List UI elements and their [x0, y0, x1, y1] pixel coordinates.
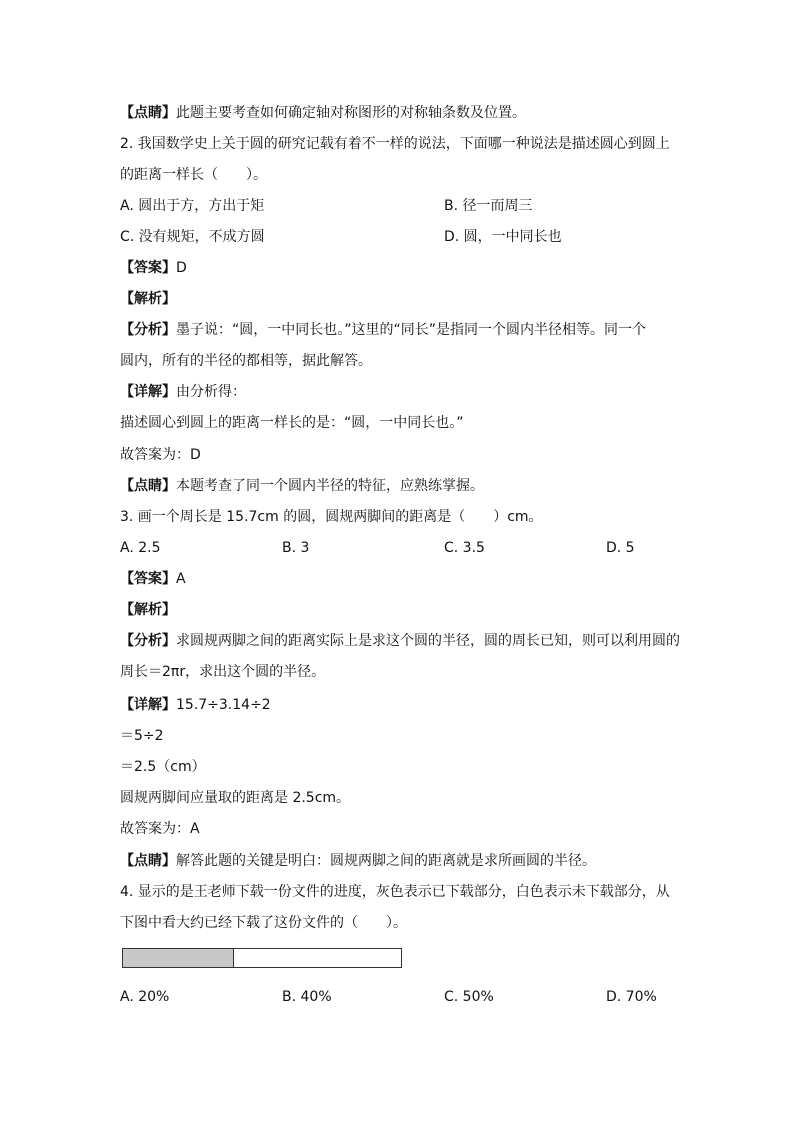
question-2-stem-2: 的距离一样长（ ）。: [120, 167, 267, 183]
q2-analysis-2: 圆内，所有的半径的都相等，据此解答。: [120, 353, 372, 369]
q3-answer: 【答案】A: [120, 571, 186, 587]
download-progress-bar: [122, 948, 402, 968]
q4-option-d: D. 70%: [606, 989, 657, 1005]
q3-final-answer: 故答案为：A: [120, 821, 200, 837]
q3-note: 【点睛】解答此题的关键是明白：圆规两脚之间的距离就是求所画圆的半径。: [120, 853, 596, 869]
question-4-stem-2: 下图中看大约已经下载了这份文件的（ ）。: [120, 915, 407, 931]
q4-option-a: A. 20%: [120, 989, 170, 1005]
q3-step-2: ＝2.5（cm）: [120, 759, 206, 775]
q3-option-b: B. 3: [282, 540, 310, 556]
q2-detail: 【详解】由分析得：: [120, 384, 246, 400]
q2-description: 描述圆心到圆上的距离一样长的是：“圆，一中同长也。”: [120, 415, 464, 431]
q2-final-answer: 故答案为：D: [120, 447, 201, 463]
q3-option-a: A. 2.5: [120, 540, 161, 556]
q2-option-d: D. 圆，一中同长也: [444, 229, 562, 245]
question-3-stem: 3. 画一个周长是 15.7cm 的圆，圆规两脚间的距离是（ ）cm。: [120, 509, 543, 525]
q2-option-c: C. 没有规矩，不成方圆: [120, 229, 265, 245]
q3-analysis-heading: 【解析】: [120, 602, 176, 618]
q2-analysis-1: 【分析】墨子说：“圆，一中同长也。”这里的“同长”是指同一个圆内半径相等。同一个: [120, 322, 647, 338]
q3-detail: 【详解】15.7÷3.14÷2: [120, 697, 271, 713]
q2-note: 【点睛】本题考查了同一个圆内半径的特征，应熟练掌握。: [120, 478, 484, 494]
question-2-stem-1: 2. 我国数学史上关于圆的研究记载有着不一样的说法，下面哪一种说法是描述圆心到圆上: [120, 136, 670, 152]
q2-answer: 【答案】D: [120, 260, 187, 276]
q3-option-d: D. 5: [606, 540, 635, 556]
q3-option-c: C. 3.5: [444, 540, 485, 556]
q3-analysis-2: 周长＝2πr，求出这个圆的半径。: [120, 664, 326, 680]
note-line: 【点睛】此题主要考查如何确定轴对称图形的对称轴条数及位置。: [120, 105, 526, 121]
q4-option-b: B. 40%: [282, 989, 332, 1005]
q2-option-b: B. 径一而周三: [444, 198, 533, 214]
q3-step-1: ＝5÷2: [120, 728, 164, 744]
q3-step-3: 圆规两脚间应量取的距离是 2.5cm。: [120, 790, 351, 806]
q3-analysis-1: 【分析】求圆规两脚之间的距离实际上是求这个圆的半径，圆的周长已知，则可以利用圆的: [120, 633, 680, 649]
q2-option-a: A. 圆出于方，方出于矩: [120, 198, 265, 214]
q2-analysis-heading: 【解析】: [120, 291, 176, 307]
q4-option-c: C. 50%: [444, 989, 494, 1005]
downloaded-portion: [123, 949, 234, 967]
question-4-stem-1: 4. 显示的是王老师下载一份文件的进度，灰色表示已下载部分，白色表示未下载部分，从: [120, 884, 670, 900]
